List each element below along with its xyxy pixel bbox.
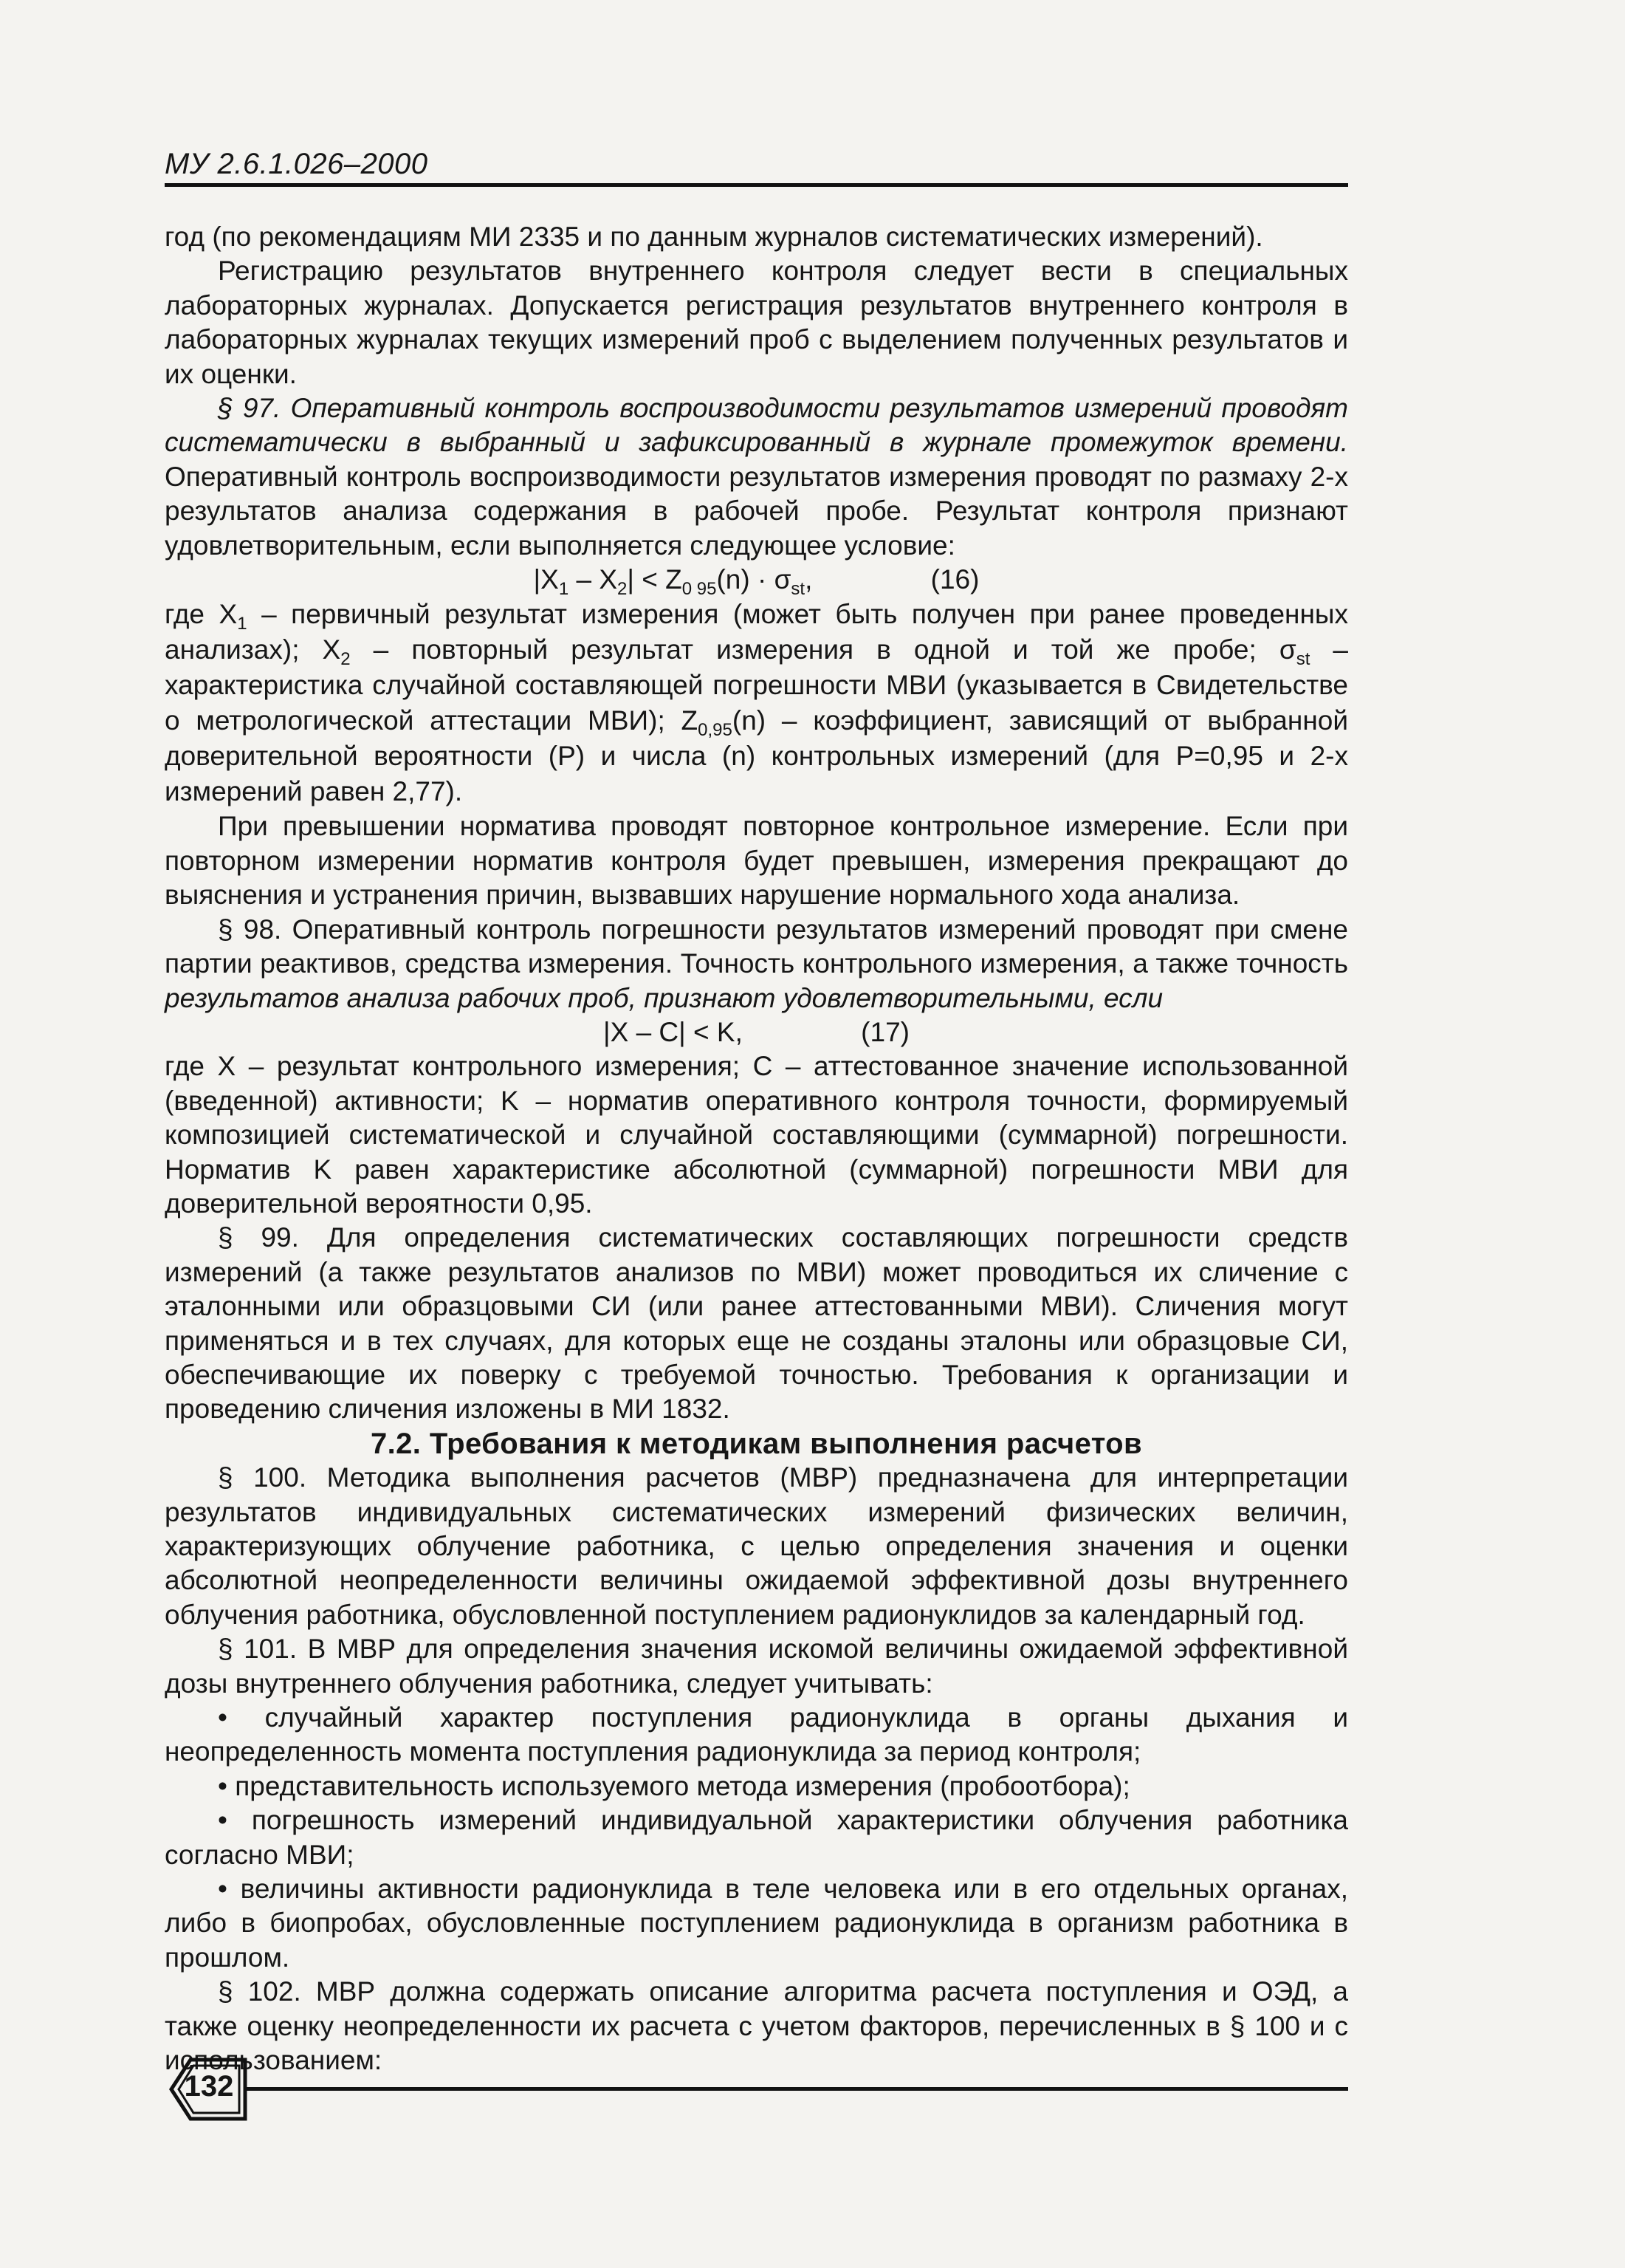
document-code: МУ 2.6.1.026–2000 bbox=[165, 148, 428, 180]
paragraph-98: § 98. Оперативный контроль погрешности результатов измерений проводят при смене партии реактивов, средства измерения. Точность контрольного измерения, а также точность результатов анализа рабочих проб, признают удовлетворительными, если bbox=[165, 914, 1348, 1013]
bullet-item: • величины активности радионуклида в теле человека или в его отдельных органах, либо в биопробах, обусловленные поступлением радионуклида в организм работника в прошлом. bbox=[165, 1874, 1348, 1973]
header-rule bbox=[165, 183, 1348, 187]
page-number-badge bbox=[168, 2057, 250, 2122]
section-title: 7.2. Требования к методикам выполнения расчетов bbox=[371, 1427, 1142, 1460]
formula-16-number: (16) bbox=[930, 564, 980, 595]
paragraph-101: § 101. В МВР для определения значения искомой величины ожидаемой эффективной дозы внутреннего облучения работника, следует учитывать: bbox=[165, 1634, 1348, 1699]
formula-17-expression: |X – C| < K, bbox=[603, 1016, 743, 1047]
formula-16-expression: $|X_1 - X_2| < Z_{0 95}(n) \cdot \sigma_{st}$, bbox=[533, 564, 813, 600]
formula-17 bbox=[165, 1015, 1348, 1049]
bullet-item: • погрешность измерений индивидуальной характеристики облучения работника согласно МВИ; bbox=[165, 1805, 1348, 1870]
paragraph-97-italic: § 97. Оперативный контроль воспроизводимости результатов измерений проводят систематически в выбранный и зафиксированный в журнале промежуток времени. bbox=[165, 393, 1348, 458]
paragraph: Регистрацию результатов внутреннего контроля следует вести в специальных лабораторных журналах. Допускается регистрация результатов внутреннего контроля в лабораторных журналах текущих измерений проб с выделением полученных результатов и их оценки. bbox=[165, 256, 1348, 389]
paragraph-100: § 100. Методика выполнения расчетов (МВР) предназначена для интерпретации результатов индивидуальных систематических измерений физических величин, характеризующих облучение работника, с целью определения значения и оценки абсолютной неопределенности величины ожидаемой эффективной дозы внутреннего облучения работника, обусловленной поступлением радионуклидов за календарный год. bbox=[165, 1462, 1348, 1630]
paragraph-102: § 102. МВР должна содержать описание алгоритма расчета поступления и ОЭД, а также оценку неопределенности их расчета с учетом факторов, перечисленных в § 100 и с использованием: bbox=[165, 1976, 1348, 2076]
formula-17-number: (17) bbox=[861, 1016, 910, 1047]
formula-16 bbox=[165, 563, 1348, 600]
paragraph: где X – результат контрольного измерения; C – аттестованное значение использованной (введенной) активности; K – норматив оперативного контроля точности, формируемый композицией систематической и случайной составляющими (суммарной) погрешности. Норматив K равен характеристике абсолютной (суммарной) погрешности МВИ для доверительной вероятности 0,95. bbox=[165, 1051, 1348, 1219]
bullet-item: • случайный характер поступления радионуклида в органы дыхания и неопределенность момента поступления радионуклида за период контроля; bbox=[165, 1702, 1348, 1767]
page-number: 132 bbox=[184, 2070, 234, 2103]
bullet-item: • представительность используемого метода измерения (пробоотбора); bbox=[218, 1770, 1130, 1801]
where-definitions: где $X_1$ – первичный результат измерения (может быть получен при ранее проведенных анализах); $X_2$ – повторный результат измерения в одной и той же пробе; $\sigma_{st}$ – характеристика случайной составляющей погрешности МВИ (указывается в Свидетельстве о метрологической аттестации МВИ); $Z_{0,95}(n)$ – коэффициент, зависящий от выбранной доверительной вероятности (P) и числа (n) контрольных измерений (для P=0,95 и 2-х измерений равен 2,77). bbox=[165, 599, 1349, 807]
footer-rule bbox=[244, 2087, 1348, 2091]
paragraph-99: § 99. Для определения систематических составляющих погрешности средств измерений (а также результатов анализов по МВИ) может проводиться их сличение с эталонными или образцовыми СИ (или ранее аттестованными МВИ). Сличения могут применяться и в тех случаях, для которых еще не созданы эталоны или образцовые СИ, обеспечивающие их поверку с требуемой точностью. Требования к организации и проведению сличения изложены в МИ 1832. bbox=[165, 1222, 1348, 1425]
page-body bbox=[165, 220, 1348, 2078]
paragraph-97-text: Оперативный контроль воспроизводимости результатов измерения проводят по размаху 2-х результатов анализа содержания в рабочей пробе. Результат контроля признают удовлетворительным, если выполняется следующее условие: bbox=[165, 461, 1348, 561]
paragraph: год (по рекомендациям МИ 2335 и по данным журналов систематических измерений). bbox=[165, 222, 1263, 252]
paragraph-97 bbox=[165, 391, 1348, 563]
paragraph: При превышении норматива проводят повторное контрольное измерение. Если при повторном измерении норматив контроля будет превышен, измерения прекращают до выяснения и устранения причин, вызвавших нарушение нормального хода анализа. bbox=[165, 811, 1348, 911]
